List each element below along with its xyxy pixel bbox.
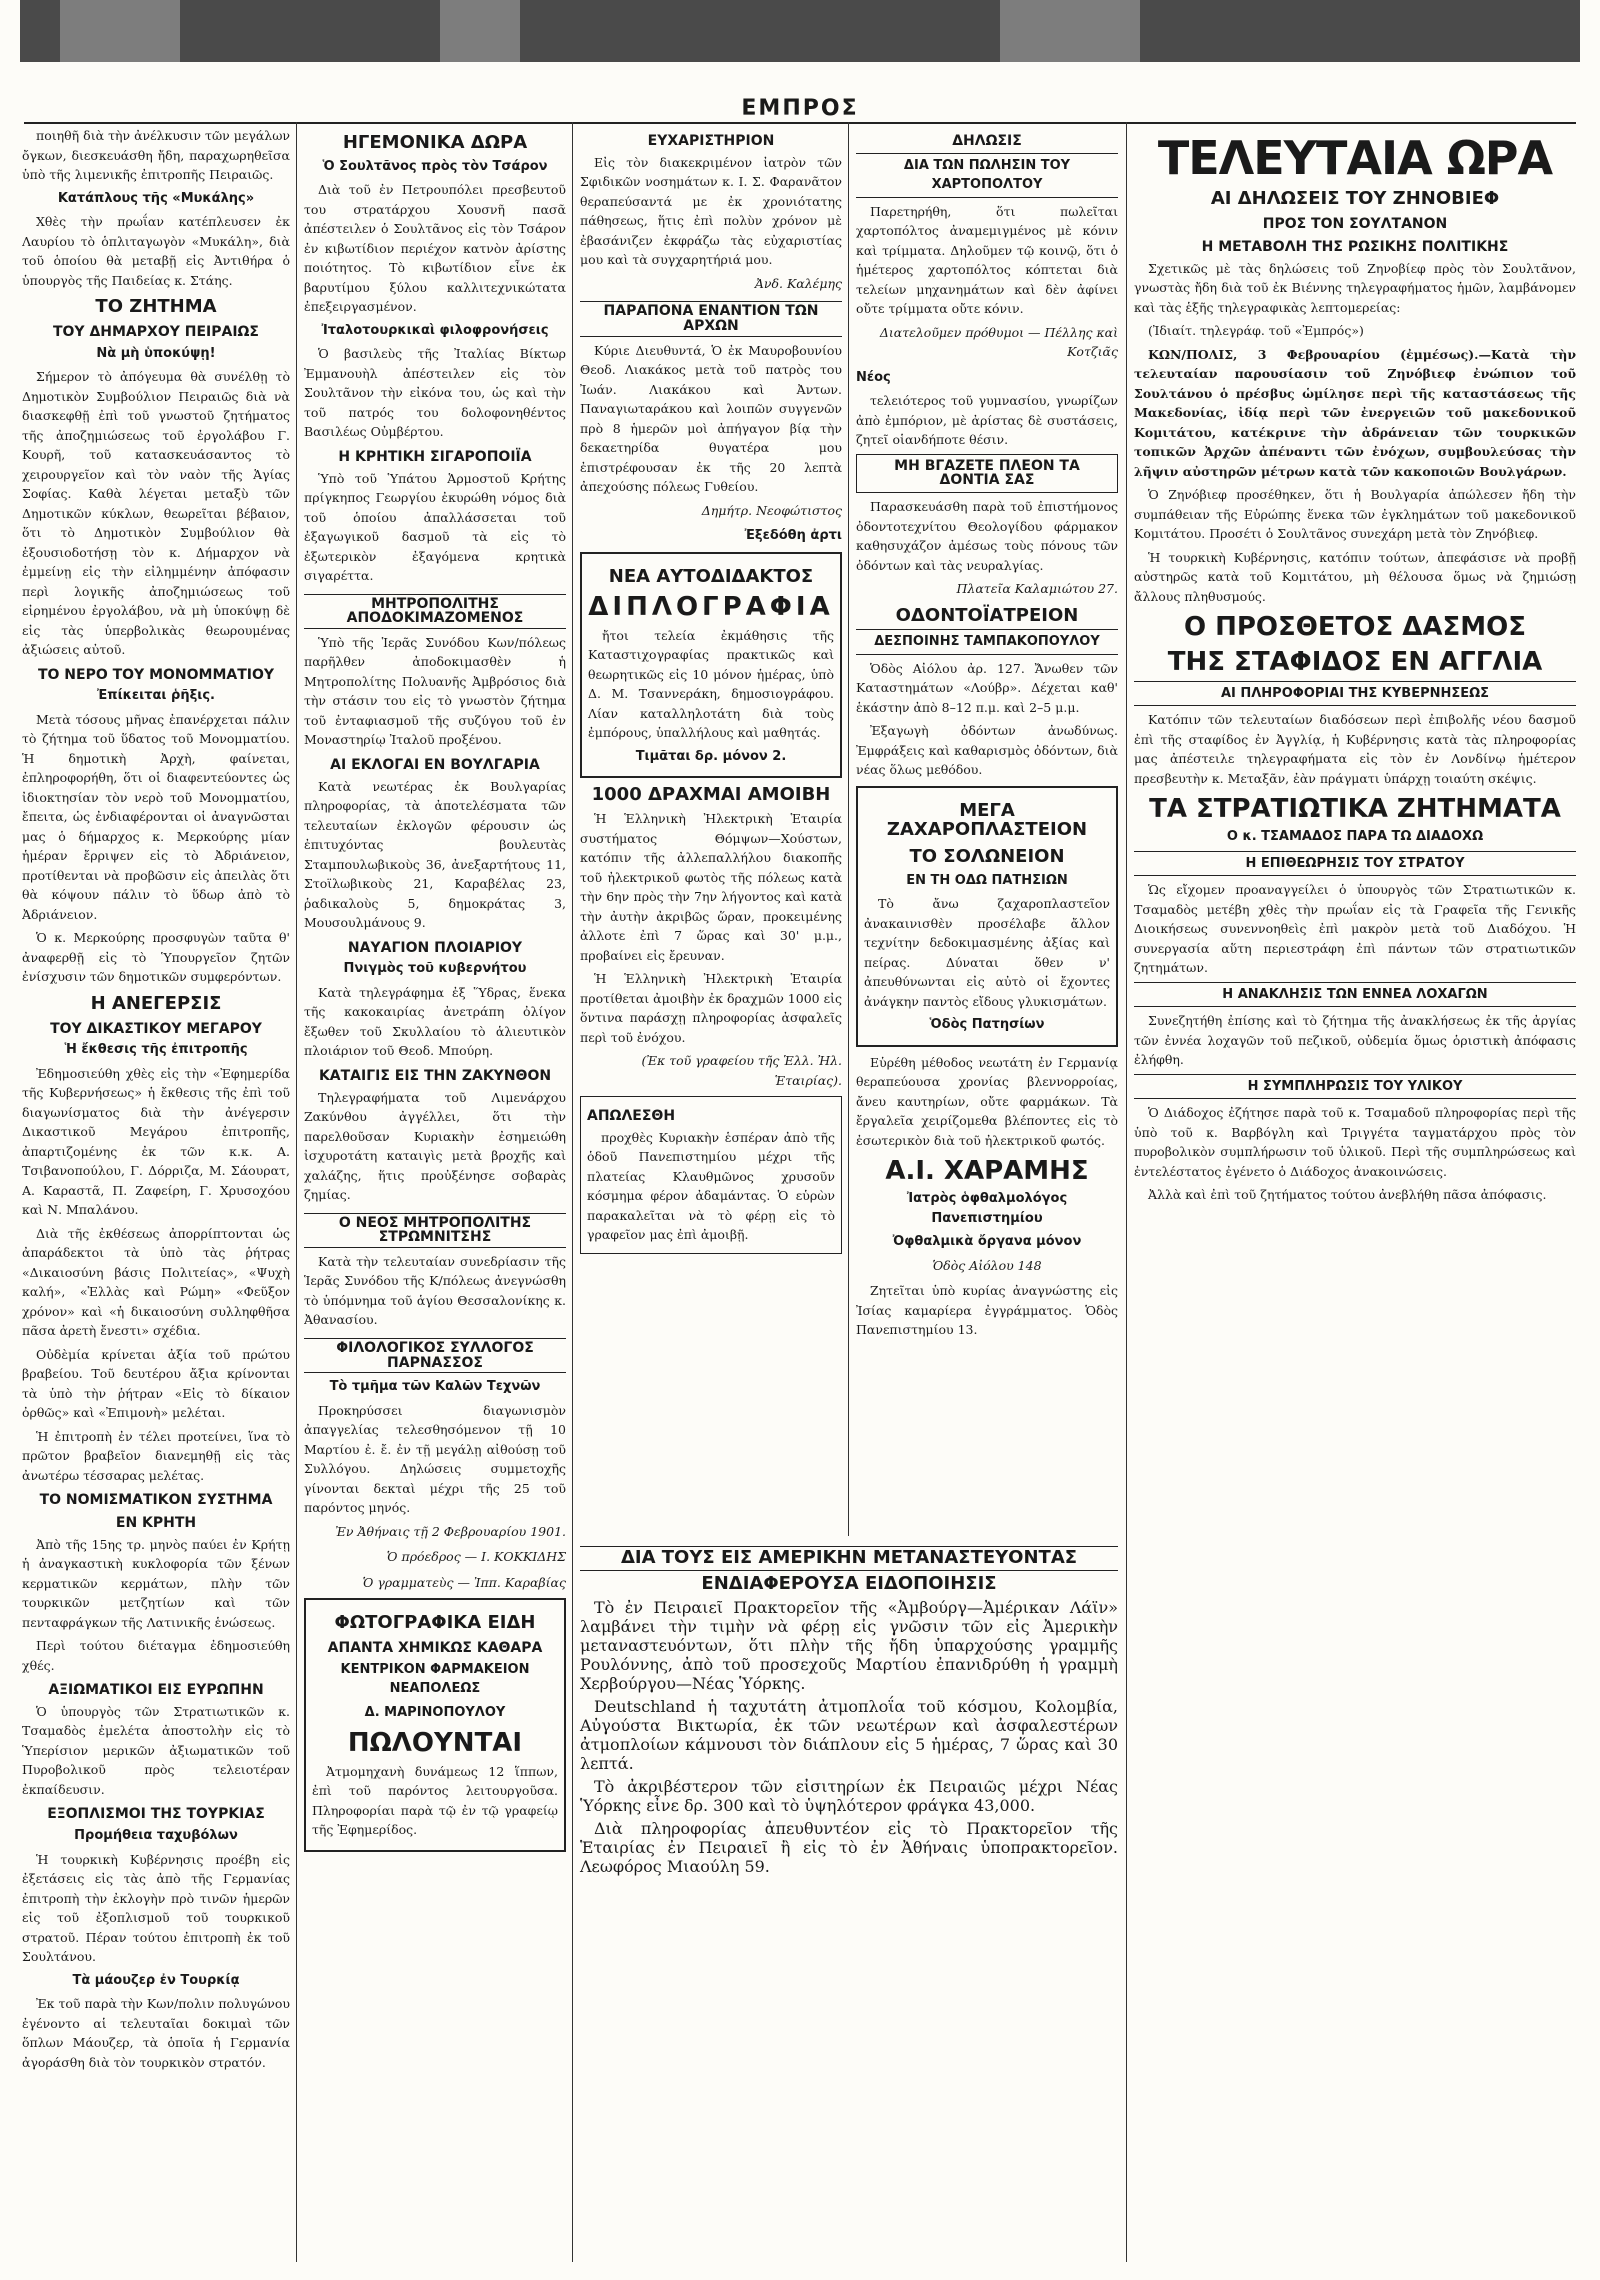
signature: Διατελοῦμεν πρόθυμοι — Πέλλης καὶ Κοτζιᾶς [879, 324, 1118, 360]
article-text: Κατὰ τηλεγράφημα ἐξ Ὕδρας, ἕνεκα τῆς κακοκαιρίας ἀνετράπη ὀλίγον ἔξωθεν τοῦ Σκυλλαίου τὸ ἁλιευτικὸν πλοιάριον τοῦ Θεοδ. Μπούρη. [304, 984, 566, 1059]
ad-subheading: Ὁδὸς Πατησίων [929, 1017, 1045, 1033]
article-subheading: Ὀφθαλμικὰ ὄργανα μόνον [892, 1234, 1082, 1250]
article-heading: 1000 ΔΡΑΧΜΑΙ ΑΜΟΙΒΗ [591, 784, 831, 806]
article-heading: ΕΝ ΚΡΗΤΗ [115, 1515, 197, 1532]
article-text: Ὁ βασιλεὺς τῆς Ἰταλίας Βίκτωρ Ἐμμανουὴλ ἀπέστειλεν εἰς τὸν Σουλτᾶνον τὴν εἰκόνα του, ὡς καὶ τὴν τοῦ πατρός του δολοφονηθέντος Βασιλέως Οὐμβέρτου. [304, 346, 566, 440]
article-heading: ΠΡΟΣ ΤΟΝ ΣΟΥΛΤΑΝΟΝ [1262, 216, 1448, 233]
article-subheading: Ἰατρὸς ὁφθαλμολόγος Πανεπιστημίου [906, 1191, 1068, 1226]
notice-box [580, 1096, 842, 1254]
article-subheading: Τὸ τμῆμα τῶν Καλῶν Τεχνῶν [329, 1379, 541, 1395]
article-heading: Α.Ι. ΧΑΡΑΜΗΣ [885, 1156, 1089, 1187]
article-subheading: ΑΙ ΠΛΗΡΟΦΟΡΙΑΙ ΤΗΣ ΚΥΒΕΡΝΗΣΕΩΣ [1134, 681, 1576, 707]
article-text: Ἐξαγωγὴ ὀδόντων ἀνωδύνως. Ἐμφράξεις καὶ καθαρισμὸς ὀδόντων, διὰ νέας ὅλως μεθόδου. [856, 723, 1118, 778]
top-rule [24, 122, 1576, 124]
article-heading: ΑΙ ΔΗΛΩΣΕΙΣ ΤΟΥ ΖΗΝΟΒΙΕΦ [1210, 188, 1500, 210]
article-heading: Ο ΝΕΟΣ ΜΗΤΡΟΠΟΛΙΤΗΣ ΣΤΡΩΜΝΙΤΣΗΣ [304, 1213, 566, 1248]
article-heading: ΟΔΟΝΤΟΪΑΤΡΕΙΟΝ [895, 604, 1079, 626]
article-subheading: Κατάπλους τῆς «Μυκάλης» [57, 190, 255, 206]
ad-heading: ΜΕΓΑ ΖΑΧΑΡΟΠΛΑΣΤΕΙΟΝ [886, 799, 1088, 840]
ad-heading: ΝΕΑ ΑΥΤΟΔΙΔΑΚΤΟΣ [608, 565, 814, 587]
article-heading: ΤΑ ΣΤΡΑΤΙΩΤΙΚΑ ΖΗΤΗΜΑΤΑ [1149, 794, 1561, 825]
article-text: Τηλεγραφήματα τοῦ Λιμενάρχου Ζακύνθου ἀγγέλλει, ὅτι τὴν παρελθοῦσαν Κυριακὴν ἐσημειώθη ἰσχυροτάτη καταιγὶς μετὰ βροχῆς καὶ χαλάζης, ἥτις προὐξένησε σοβαρὰς ζημίας. [304, 1089, 566, 1203]
ad-heading: ΑΠΑΝΤΑ ΧΗΜΙΚΩΣ ΚΑΘΑΡΑ [327, 1640, 543, 1657]
article-text: (Ἰδιαίτ. τηλεγράφ. τοῦ «Ἐμπρός») [1148, 323, 1364, 339]
article-subheading: Ὁ Σουλτᾶνος πρὸς τὸν Τσάρον [322, 158, 548, 174]
article-heading: ΚΑΤΑΙΓΙΣ ΕΙΣ ΤΗΝ ΖΑΚΥΝΘΟΝ [318, 1067, 552, 1084]
notice-heading: ΔΙΑ ΤΟΥΣ ΕΙΣ ΑΜΕΡΙΚΗΝ ΜΕΤΑΝΑΣΤΕΥΟΝΤΑΣ [580, 1546, 1118, 1571]
column-divider [572, 122, 573, 2262]
article-subheading: Η ΣΥΜΠΛΗΡΩΣΙΣ ΤΟΥ ΥΛΙΚΟΥ [1134, 1074, 1576, 1100]
article-heading: ΤΟ ΝΟΜΙΣΜΑΤΙΚΟΝ ΣΥΣΤΗΜΑ [39, 1492, 273, 1509]
article-text: Ζητεῖται ὑπὸ κυρίας ἀναγνώστης εἰς Ἰσίας καμαρίερα ἐγγράμματος. Ὁδὸς Πανεπιστημίου 13. [856, 1283, 1118, 1338]
article-text: Μετὰ τόσους μῆνας ἐπανέρχεται πάλιν τὸ ζήτημα τοῦ ὕδατος τοῦ Μονομματίου. Ἡ δημοτικὴ Ἀρχὴ, φαίνεται, ἐπληροφορήθη, ὅτι οἱ διαφεντεύοντες ὡς ἰδιοκτησίαν τὸν νερὸ τοῦ Μονομματίου, ἔπειτα, ὡς ἐνδιαφέρονται οἱ ἀναγνῶσται μας ὁ δήμαρχος κ. Μερκούρης μίαν ἡμέραν ἔρριψεν εἰς τὸ Ἀδριάνειον, προτίθενται νὰ προβῶσιν εἰς ἀπειλὰς ὅτι θὰ κόψουν πάλιν τὸ ὕδωρ ἀπὸ τὸ Ἀδριάνειον. [22, 711, 290, 922]
notice-heading: ΑΠΩΛΕΣΘΗ [587, 1108, 676, 1125]
article-heading: ΤΗΣ ΣΤΑΦΙΔΟΣ ΕΝ ΑΓΓΛΙΑ [1167, 647, 1543, 678]
article-text: Ὑπὸ τῆς Ἱερᾶς Συνόδου Κων/πόλεως παρῆλθεν ἀποδοκιμασθὲν ἡ Μητροπολίτης Πολυανῆς Ἀμβρόσιος διὰ τὴν στάσιν του εἰς τὸ γνωστὸν ζήτημα τοῦ ἐνταφιασμοῦ τῆς συζύγου τοῦ ἐν Μοναστηρίῳ Ἰταλοῦ προξένου. [304, 634, 566, 748]
column-5 [1134, 126, 1576, 2266]
column-4 [856, 126, 1118, 1540]
article-text: Διὰ τοῦ ἐν Πετρουπόλει πρεσβευτοῦ του στρατάρχου Χουσνῆ πασᾶ ἀπέστειλεν ὁ Σουλτᾶνος εἰς τὸν Τσάρον ἐν κιβωτίδιον περιέχον κατνὸν ἀρίστης ποιότητος. Τὸ κιβωτίδιον εἶνε ἐκ βαρυτίμου ξύλου καλλιτεχνικώτατα ἐπεξειργασμένον. [304, 182, 566, 315]
signature: Ὁ γραμματεὺς — Ἰππ. Καραβίας [362, 1574, 566, 1590]
notice-text: Τὸ ἐν Πειραιεῖ Πρακτορεῖον τῆς «Ἀμβούργ—Ἀμέρικαν Λάϊν» λαμβάνει τὴν τιμὴν νὰ φέρῃ εἰς γνῶσιν τῶν εἰς Ἀμερικὴν μεταναστευόντων, ὅτι πλὴν τῆς ἤδη ὑπαρχούσης γραμμῆς Ρουλόννης, ἀπὸ τοῦ προσεχοῦς Μαρτίου ἐπανιδρύθη ἡ γραμμὴ Χερβούργου—Νέας Ὑόρκης. [580, 1597, 1118, 1693]
ad-price: Τιμᾶται δρ. μόνον 2. [635, 748, 787, 764]
ad-subheading: ΕΝ ΤΗ ΟΔΩ ΠΑΤΗΣΙΩΝ [906, 872, 1068, 888]
notice-text: Τὸ ἀκριβέστερον τῶν εἰσιτηρίων ἐκ Πειραιῶς μέχρι Νέας Ὑόρκης εἶνε δρ. 300 καὶ τὸ ὑψηλότερον φράγκα 43,000. [580, 1776, 1118, 1815]
article-subheading: Προμήθεια ταχυβόλων [74, 1828, 238, 1844]
article-heading: Η ΚΡΗΤΙΚΗ ΣΙΓΑΡΟΠΟΙΪΑ [338, 448, 532, 465]
article-text: Κατὰ τὴν τελευταίαν συνεδρίασιν τῆς Ἱερᾶς Συνόδου τῆς Κ/πόλεως ἀνεγνώσθη τὸ ὑπόμνημα τοῦ ἁγίου Θεσσαλονίκης κ. Ἀθανασίου. [304, 1253, 566, 1328]
article-text: Ἡ τουρκικὴ Κυβέρνησις προέβη εἰς ἐξετάσεις εἰς τὰς ἀπὸ τῆς Γερμανίας ἐπιτροπὴ τὴν ἐκλογὴν πρὸ τινῶν ἡμερῶν εἰς τοῦ ἐξοπλισμοῦ τοῦ τουρκικοῦ στρατοῦ. Πέραν τούτου ἐπιτροπὴ ἐκ τοῦ Σουλτάνου. [22, 1851, 290, 1965]
address: Πλατεῖα Καλαμιώτου 27. [956, 581, 1118, 597]
ad-subheading: ΚΕΝΤΡΙΚΟΝ ΦΑΡΜΑΚΕΙΟΝ ΝΕΑΠΟΛΕΩΣ [340, 1661, 530, 1697]
article-subheading: Ἐξεδόθη ἀρτι [744, 528, 842, 544]
ad-heading: ΔΙΠΛΟΓΡΑΦΙΑ [588, 592, 834, 623]
signature: Ἐν Ἀθήναις τῇ 2 Φεβρουαρίου 1901. [335, 1523, 566, 1539]
article-subheading: Η ΑΝΑΚΛΗΣΙΣ ΤΩΝ ΕΝΝΕΑ ΛΟΧΑΓΩΝ [1134, 982, 1576, 1008]
article-heading: ΜΗΤΡΟΠΟΛΙΤΗΣ ΑΠΟΔΟΚΙΜΑΖΟΜΕΝΟΣ [304, 594, 566, 629]
article-heading: ΤΟΥ ΔΙΚΑΣΤΙΚΟΥ ΜΕΓΑΡΟΥ [50, 1020, 262, 1037]
ad-text: Ἀτμομηχανὴ δυνάμεως 12 ἵππων, ἐπὶ τοῦ παρόντος λειτουργοῦσα. Πληροφορίαι παρὰ τῷ ἐν τῷ γραφείῳ τῆς Ἐφημερίδος. [312, 1763, 558, 1838]
address: Ὁδὸς Αἰόλου 148 [932, 1257, 1042, 1273]
article-subheading: Ο κ. ΤΣΑΜΑΔΟΣ ΠΑΡΑ ΤΩ ΔΙΑΔΟΧΩ [1226, 829, 1484, 845]
article-text: Ἀλλὰ καὶ ἐπὶ τοῦ ζητήματος τούτου ἀνεβλήθη πᾶσα ἀπόφασις. [1148, 1187, 1547, 1203]
signature: (Ἐκ τοῦ γραφείου τῆς Ἑλλ. Ἠλ. Ἑταιρίας). [641, 1053, 842, 1088]
article-text: Ὁ ὑπουργὸς τῶν Στρατιωτικῶν κ. Τσαμαδὸς ἐμελέτα ἀποστολὴν εἰς τὸ Ὑπερίσιον μερικῶν ἀξιωματικῶν τοῦ Πυροβολικοῦ πρὸς τελειοτέραν ἐκπαίδευσιν. [22, 1703, 290, 1797]
column-divider [848, 122, 849, 1536]
article-text: Συνεζητήθη ἐπίσης καὶ τὸ ζήτημα τῆς ἀνακλήσεως ἐκ τῆς ἀργίας τῶν ἐννέα λοχαγῶν τοῦ πεζικοῦ, οὐδεμία ὅμως ὁριστικὴ ἀπόφασις ἐλήφθη. [1134, 1013, 1576, 1068]
ad-heading: ΠΩΛΟΥΝΤΑΙ [347, 1728, 523, 1759]
article-heading: ΝΑΥΑΓΙΟΝ ΠΛΟΙΑΡΙΟΥ [347, 939, 523, 956]
column-2 [304, 126, 566, 2266]
notice-text: προχθὲς Κυριακὴν ἑσπέραν ἀπὸ τῆς ὁδοῦ Πανεπιστημίου μέχρι τῆς πλατείας Κλαυθμῶνος χρυσοῦν κόσμημα φέρον ἀδαμάντας. Ὁ εὑρὼν παρακαλεῖται νὰ τὸ φέρῃ εἰς τὸ γραφεῖον μας ἐπὶ ἀμοιβῇ. [587, 1129, 835, 1243]
article-text: Διὰ τῆς ἐκθέσεως ἀπορρίπτονται ὡς ἀπαράδεκτοι τὰ ὑπὸ τὰς ῥήτρας «Δικαιοσύνη βάσις Πολιτείας», «Ψυχὴ καλή», «Ἑλλὰς καὶ Ρώμη» «Φεῦξον χρόνον» καὶ «ἡ δικαιοσύνη συλληφθῆσα πᾶσα ἀρετὴ ἔνεστι» σχέδια. [22, 1225, 290, 1339]
article-text: Σχετικῶς μὲ τὰς δηλώσεις τοῦ Ζηνοβίεφ πρὸς τὸν Σουλτᾶνον, γνωστὰς ἤδη διὰ τοῦ ἐκ Βιέννης τηλεγραφήματος ἡμῶν, λαμβάνομεν καὶ τὰς ἑξῆς τηλεγραφικὰς λεπτομερείας: [1134, 260, 1576, 315]
article-subheading: ΔΕΣΠΟΙΝΗΣ ΤΑΜΠΑΚΟΠΟΥΛΟΥ [856, 629, 1118, 655]
article-heading: ΕΞΟΠΛΙΣΜΟΙ ΤΗΣ ΤΟΥΡΚΙΑΣ [47, 1806, 265, 1823]
article-text: Κατὰ νεωτέρας ἐκ Βουλγαρίας πληροφορίας, τὰ ἀποτελέσματα τῶν τελευταίων ἐκλογῶν φέρουσιν ὡς ἐπιτυχόντας βουλευτὰς Σταμπουλωβικοὺς 36, ἀνεξαρτήτους 11, Στοϊλωβικοὺς 21, Καραβέλας 23, ῥαδικαλοὺς 5, δημοκράτας 3, Μουσουλμάνους 9. [304, 778, 566, 931]
article-heading: ΤΟ ΖΗΤΗΜΑ [95, 296, 217, 317]
article-heading: ΗΓΕΜΟΝΙΚΑ ΔΩΡΑ [342, 132, 528, 153]
article-heading: ΤΟ ΝΕΡΟ ΤΟΥ ΜΟΝΟΜΜΑΤΙΟΥ [37, 666, 275, 683]
notice-subheading: ΕΝΔΙΑΦΕΡΟΥΣΑ ΕΙΔΟΠΟΙΗΣΙΣ [701, 1572, 997, 1594]
article-text: Ὡς εἴχομεν προαναγγείλει ὁ ὑπουργὸς τῶν Στρατιωτικῶν κ. Τσαμαδὸς μετέβη χθὲς τὴν πρωΐαν εἰς τὰ Γραφεῖα τῆς Γενικῆς Διοικήσεως συνεννοηθεὶς ἐπὶ μακρὸν μετὰ τοῦ Διαδόχου. Ἡ συνεργασία αὕτη περιεστράφη ἐπὶ πάντων τῶν στρατιωτικῶν ζητημάτων. [1134, 882, 1576, 976]
article-subheading: Ἡ ἔκθεσις τῆς ἐπιτροπῆς [64, 1042, 248, 1058]
article-subheading: Τὰ μάουζερ ἐν Τουρκίᾳ [72, 1972, 240, 1988]
article-heading: Ο ΠΡΟΣΘΕΤΟΣ ΔΑΣΜΟΣ [1183, 612, 1527, 643]
article-heading: Η ΑΝΕΓΕΡΣΙΣ [90, 992, 222, 1014]
article-subheading: Ἰταλοτουρκικαὶ φιλοφρονήσεις [321, 322, 549, 338]
newspaper-masthead: ΕΜΠΡΟΣ [741, 96, 859, 121]
article-text: Ὁ Διάδοχος ἐζήτησε παρὰ τοῦ κ. Τσαμαδοῦ πληροφορίας περὶ τῆς ὑπὸ τοῦ κ. Βαρβόγλη καὶ Τριγγέτα ταγματάρχου πρὸς τὸν πυροβολικὸν συμπλήρωσιν τοῦ ὑλικοῦ. Περὶ τῆς συμπληρώσεως καὶ ἐντελέστατος ἐγένετο ὁ Διάδοχος ἀνακοινώσεις. [1134, 1105, 1576, 1179]
signature: Ὁ πρόεδρος — Ι. ΚΟΚΚΙΔΗΣ [386, 1549, 566, 1565]
article-heading: ΜΗ ΒΓΑΖΕΤΕ ΠΛΕΟΝ ΤΑ ΔΟΝΤΙΑ ΣΑΣ [856, 454, 1118, 493]
signature: Δημήτρ. Νεοφώτιστος [701, 502, 842, 518]
article-text: Κύριε Διευθυντά, Ὁ ἐκ Μαυροβουνίου Θεοδ. Λιακάκος μετὰ τοῦ πατρὸς του Ἰωάν. Λιακάκου καὶ Ἀντων. Παναγιωταράκου καὶ λοιπῶν συγγενῶν πρὸ 8 ἡμερῶν μοὶ ἀπήγαγον βίᾳ τὴν δεκαετηρίδα θυγατέρα μου ἐπιστρέφουσαν ἐκ τῆς 20 λεπτὰ ἀπεχούσης πόλεως Γυθείου. [580, 342, 842, 495]
article-subheading: Η ΜΕΤΑΒΟΛΗ ΤΗΣ ΡΩΣΙΚΗΣ ΠΟΛΙΤΙΚΗΣ [1201, 238, 1509, 255]
notice-text: Deutschland ἡ ταχυτάτη ἀτμοπλοΐα τοῦ κόσμου, Κολομβία, Αὐγούστα Βικτωρία, ἐκ τῶν νεωτέρων καὶ ἀσφαλεστέρων ἀτμοπλοίων κάμνουσι τὸν διάπλουν εἰς 5 ἡμέρας, 7 ὥρας καὶ 30 λεπτά. [580, 1696, 1118, 1773]
article-heading: ΑΙ ΕΚΛΟΓΑΙ ΕΝ ΒΟΥΛΓΑΡΙΑ [330, 756, 540, 773]
article-text: Ἐδημοσιεύθη χθὲς εἰς τὴν «Ἐφημερίδα τῆς Κυβερνήσεως» ἡ ἔκθεσις τῆς ἐπὶ τοῦ διαγωνίσματος διὰ τὴν ἀνέγερσιν Δικαστικοῦ Μεγάρου ἐπιτροπῆς, ἀπαρτιζομένης ἐκ τῶν κ.κ. Α. Τσιβανοπούλου, Γ. Δόρριζα, Μ. Σάουρατ, Α. Καραστᾶ, Π. Ζαφείρη, Γ. Χρυσοχόου καὶ Ν. Μπαλάνου. [22, 1065, 290, 1218]
ad-heading: ΦΩΤΟΓΡΑΦΙΚΑ ΕΙΔΗ [334, 1612, 536, 1634]
article-text: ΚΩΝ/ΠΟΛΙΣ, 3 Φεβρουαρίου (ἐμμέσως).—Κατὰ τὴν τελευταίαν παρουσίασιν τοῦ Ζηνόβιεφ ἐνώπιον τοῦ Σουλτάνου ὁ πρέσβυς ὡμίλησε περὶ τῆς καταστάσεως τῆς Μακεδονίας, ἰδίᾳ περὶ τῶν ἐνεργειῶν τοῦ μακεδονικοῦ Κομιτάτου, κατέκρινε τὴν ἀδράνειαν τῶν τουρκικῶν τοπικῶν Ἀρχῶν ἀπέναντι τῶν ἐνόχων, συμβουλεύσας τὴν λῆψιν αὐστηρῶν μέτρων κατὰ τῶν κακοποιῶν Βουλγάρων. [1134, 346, 1576, 479]
article-text: Ὁ κ. Μερκούρης προσφυγὼν ταῦτα θ' ἀναφερθῇ εἰς τὸ Ὑπουργεῖον ζητῶν ἐνίσχυσιν τῶν δημοτικῶν συμφερόντων. [22, 930, 290, 985]
scan-top-border [20, 0, 1580, 62]
article-subheading: Νέος [856, 369, 891, 385]
article-text: Ὑπὸ τοῦ Ὑπάτου Ἁρμοστοῦ Κρήτης πρίγκηπος Γεωργίου ἐκυρώθη νόμος διὰ τοῦ ὁποίου ἀπαλλάσσεται τοῦ ἐξαγωγικοῦ δασμοῦ τὰ εἰς τὸ ἐξωτερικὸν ἐξαγόμενα κρητικὰ σιγαρέττα. [304, 470, 566, 584]
column-3 [580, 126, 842, 1540]
article-text: Ὁδὸς Αἰόλου ἀρ. 127. Ἄνωθεν τῶν Καταστημάτων «Λούβρ». Δέχεται καθ' ἑκάστην ἀπὸ 8–12 π.μ. καὶ 2–5 μ.μ. [856, 660, 1118, 715]
article-subheading: Ἐπίκειται ῥῆξις. [97, 688, 215, 704]
signature: Ἀνδ. Καλέμης [754, 275, 842, 291]
article-heading: ΕΥΧΑΡΙΣΤΗΡΙΟΝ [647, 133, 775, 149]
article-heading: ΤΟΥ ΔΗΜΑΡΧΟΥ ΠΕΙΡΑΙΩΣ [52, 323, 259, 340]
article-subheading: Νὰ μὴ ὑποκύψῃ! [96, 345, 216, 361]
article-text: Περὶ τούτου διέταγμα ἐδημοσιεύθη χθές. [22, 1638, 290, 1673]
article-text: Ἀπὸ τῆς 15ης τρ. μηνὸς παύει ἐν Κρήτῃ ἡ ἀναγκαστικὴ κυκλοφορία τῶν ξένων κερματικῶν κερμάτων, πλὴν τῶν τουρκικῶν μετζητίων καὶ τῶν πενταφράγκων τῆς Λατινικῆς ἑνώσεως. [22, 1536, 290, 1630]
article-text: Εἰς τὸν διακεκριμένον ἰατρὸν τῶν Σφιδικῶν νοσημάτων κ. Ι. Σ. Φαρανᾶτον θεραπεύσαντά με ἐκ χρονιότατης πάθησεως, ἥτις ἐπὶ πολὺν χρόνον μὲ ἐβασάνιζεν ἐκφράζω τὰς εὐχαριστίας μου καὶ τὰ συγχαρητήριά μου. [580, 154, 842, 268]
emigration-notice [580, 1542, 1118, 1880]
ad-heading: ΤΟ ΣΟΛΩΝΕΙΟΝ [909, 845, 1065, 867]
notice-text: Διὰ πληροφορίας ἀπευθυντέον εἰς τὸ Πρακτορεῖον τῆς Ἑταιρίας ἐν Πειραιεῖ ἢ εἰς τὸ ἐν Ἀθήναις ὑποπρακτορεῖον. Λεωφόρος Μιαούλη 59. [580, 1818, 1118, 1876]
article-heading: ΠΑΡΑΠΟΝΑ ΕΝΑΝΤΙΟΝ ΤΩΝ ΑΡΧΩΝ [580, 301, 842, 336]
article-text: Οὐδὲμία κρίνεται ἀξία τοῦ πρώτου βραβείου. Τοῦ δευτέρου ἄξια κρίνονται τὰ ὑπὸ τὴν ῥήτραν «Εἰς τὸ δίκαιον ὀρθῶς» καὶ «Ἐπιμονὴ» μελέται. [22, 1346, 290, 1421]
advertisement-box [304, 1598, 566, 1851]
section-heading: ΤΕΛΕΥΤΑΙΑ ΩΡΑ [1157, 131, 1553, 185]
article-heading: ΦΙΛΟΛΟΓΙΚΟΣ ΣΥΛΛΟΓΟΣ ΠΑΡΝΑΣΣΟΣ [304, 1338, 566, 1373]
article-subheading: Πνιγμὸς τοῦ κυβερνήτου [343, 961, 527, 977]
article-text: Χθὲς τὴν πρωΐαν κατέπλευσεν ἐκ Λαυρίου τὸ ὁπλιταγωγὸν «Μυκάλη», διὰ τοῦ ὁποίου θὰ μεταβῇ εἰς Ἀντιθήρα ὁ ὑπουργὸς τῆς Παιδείας κ. Στάης. [22, 214, 290, 288]
article-heading: ΔΗΛΩΣΙΣ [952, 133, 1022, 149]
ad-subheading: Δ. ΜΑΡΙΝΟΠΟΥΛΟΥ [364, 1704, 506, 1720]
advertisement-box [856, 786, 1118, 1047]
article-subheading: ΔΙΑ ΤΩΝ ΠΩΛΗΣΙΝ ΤΟΥ ΧΑΡΤΟΠΟΛΤΟΥ [856, 153, 1118, 198]
article-text: Ἡ ἐπιτροπὴ ἐν τέλει προτείνει, ἵνα τὸ πρῶτον βραβεῖον διανεμηθῇ εἰς τὰς ἀνωτέρω τέσσαρας μελέτας. [22, 1428, 290, 1483]
article-text: Ἡ Ἑλληνικὴ Ἠλεκτρικὴ Ἑταιρία συστήματος Θόμψων—Χούστων, κατόπιν τῆς ἀλλεπαλλήλου διακοπῆς τοῦ ἠλεκτρικοῦ φωτὸς τῆς πόλεως κατὰ τὴν 6ην πρὸς τὴν 7ην λήγοντος καὶ κατὰ τὴν ἀυτὴν ἀκριβῶς ὥραν, προκειμένης ἀλλοτε ἐπὶ 7 ὥρας καὶ 30' μ.μ., προβαίνει εἰς ἔρευναν. [580, 811, 842, 963]
column-divider [1126, 122, 1127, 2262]
article-text: Ἐκ τοῦ παρὰ τὴν Κων/πολιν πολυγώνου ἐγένοντο αἱ τελευταῖαι δοκιμαὶ τῶν ὅπλων Μάουζερ, τὰ ὁποῖα ἡ Γερμανία ἀγοράσθη διὰ τὸν τουρκικὸν στρατόν. [22, 1996, 290, 2070]
ad-text: Τὸ ἄνω ζαχαροπλαστεῖον ἀνακαινισθὲν προσέλαβε ἄλλον τεχνίτην δεδοκιμασμένης ἀξίας καὶ πείρας. Δύναται ὅθεν ν' ἀπευθύνωνται εἰς αὐτὸ οἱ ἔχοντες ἀνάγκην παντὸς εἴδους γλυκισμάτων. [864, 896, 1110, 1009]
article-text: Παρασκευάσθη παρὰ τοῦ ἐπιστήμονος ὀδοντοτεχνίτου Θεολογίδου φάρμακον καθησυχάζον ἀμέσως τοὺς πόνους τῶν ὀδόντων καὶ τὰς νευραλγίας. [856, 499, 1118, 573]
article-text: Ἡ Ἑλληνικὴ Ἠλεκτρικὴ Ἑταιρία προτίθεται ἀμοιβὴν ἐκ δραχμῶν 1000 εἰς ὅντινα παράσχῃ πληροφορίας ἀσφαλεῖς περὶ τοῦ ἐνόχου. [580, 971, 842, 1045]
article-text: Κατόπιν τῶν τελευταίων διαδόσεων περὶ ἐπιβολῆς νέου δασμοῦ ἐπὶ τῆς σταφίδος ἐν Ἀγγλίᾳ, ἡ Κυβέρνησις κατὰ τὰς πληροφορίας μας ἀπέστειλε τηλεγραφήματα εἰς τὸν ἐν Λονδίνῳ ἡμέτερον πρεσβευτὴν κ. Μεταξᾶν, ἐὰν πράγματι ὑπάρχῃ τοιαύτη σκέψις. [1134, 712, 1576, 786]
article-text: Εὑρέθη μέθοδος νεωτάτη ἐν Γερμανίᾳ θεραπεύουσα χρονίας βλεννορροίας, ἄνευ καυτηρίων, οὔτε φαρμάκων. Τὰ ἔργαλεῖα χειρίζομεθα βλέποντες εἰς τὸ ἐσωτερικὸν διὰ τοῦ ἠλεκτρικοῦ φωτός. [856, 1054, 1118, 1148]
article-heading: ΑΞΙΩΜΑΤΙΚΟΙ ΕΙΣ ΕΥΡΩΠΗΝ [48, 1682, 264, 1699]
article-text: Προκηρύσσει διαγωνισμὸν ἀπαγγελίας τελεσθησόμενον τῇ 10 Μαρτίου ἐ. ἔ. ἐν τῇ μεγάλῃ αἰθούσῃ τοῦ Συλλόγου. Δηλώσεις συμμετοχῆς γίνονται δεκταὶ μέχρι τῆς 25 τοῦ παρόντος μηνός. [304, 1402, 566, 1516]
article-text: τελειότερος τοῦ γυμνασίου, γνωρίζων ἀπὸ ἐμπόριον, μὲ ἀρίστας δὲ συστάσεις, ζητεῖ οἱανδήποτε θέσιν. [856, 393, 1118, 448]
article-text: Ἡ τουρκικὴ Κυβέρνησις, κατόπιν τούτων, ἀπεφάσισε νὰ προβῇ αὐστηρῶς κατὰ τοῦ Κομιτάτου, μὴ θέλουσα ὅμως νὰ ζημιώσῃ ἄλλους πληθυσμούς. [1134, 549, 1576, 604]
column-1 [22, 126, 290, 2266]
column-divider [296, 122, 297, 2262]
article-text: ποιηθῆ διὰ τὴν ἀνέλκυσιν τῶν μεγάλων ὄγκων, διεσκευάσθη ἤδη, παραχωρηθεῖσα ὑπὸ τῆς λιμενικῆς ἐπιτροπῆς Πειραιῶς. [22, 128, 290, 182]
article-text: Παρετηρήθη, ὅτι πωλεῖται χαρτοπόλτος ἀναμεμιγμένος μὲ κόνιν καὶ τρίμματα. Δηλοῦμεν τῷ κοινῷ, ὅτι ὁ ἡμέτερος χαρτοπόλτος κόπτεται διὰ τελείων μηχανημάτων καὶ δὲν ἀφίνει οὔτε τρίμματα οὔτε κόνιν. [856, 203, 1118, 317]
article-subheading: Η ΕΠΙΘΕΩΡΗΣΙΣ ΤΟΥ ΣΤΡΑΤΟΥ [1134, 851, 1576, 877]
article-text: Σήμερον τὸ ἀπόγευμα θὰ συνέλθῃ τὸ Δημοτικὸν Συμβούλιον Πειραιῶς διὰ νὰ διασκεφθῇ ἐπὶ τοῦ γνωστοῦ ζητήματος τῆς ἀποζημιώσεως τοῦ ἐργολάβου Γ. Κουρῆ, τοῦ κατασκευάσαντος τὸ χειρουργεῖον καὶ τὸν ναὸν τῆς Ἁγίας Σοφίας. Καθὰ λέγεται μεταξὺ τῶν Δημοτικῶν κύκλων, θεωρεῖται βέβαιον, ὅτι τὸ Δημοτικὸν Συμβούλιον θὰ ἐξουσιοδοτήσῃ τὸν κ. Δήμαρχον νὰ ἐμμείνῃ εἰς τὴν εἰλημμένην ἀπόφασιν περὶ λογικῆς ἀποζημιώσεως τοῦ εἰρημένου ἐργολάβου, νὰ μὴ ὑποκύψῃ δὲ εἰς τὰς ὑπερβολικὰς θεωρουμένας ἀξιώσεις αὐτοῦ. [22, 369, 290, 658]
ad-text: ἤτοι τελεία ἐκμάθησις τῆς Καταστιχογραφίας πρακτικῶς καὶ θεωρητικῶς εἰς 10 μόνον ἡμέρας, ὑπὸ Δ. Μ. Τσαννεράκη, δημοσιογράφου. Λίαν καταλληλοτάτη διὰ τοὺς ἐμπόρους, ὑπαλλήλους καὶ μαθητάς. [588, 627, 834, 741]
advertisement-box [580, 552, 842, 779]
article-text: Ὁ Ζηνόβιεφ προσέθηκεν, ὅτι ἡ Βουλγαρία ἀπώλεσεν ἤδη τὴν συμπάθειαν τῆς Εὐρώπης ἕνεκα τῶν ἐγκλημάτων τοῦ μακεδονικοῦ Κομιτάτου. Προσέτι ὁ Σουλτᾶνος συνεχάρη μετὰ τὸν Ζηνόβιεφ. [1134, 487, 1576, 542]
